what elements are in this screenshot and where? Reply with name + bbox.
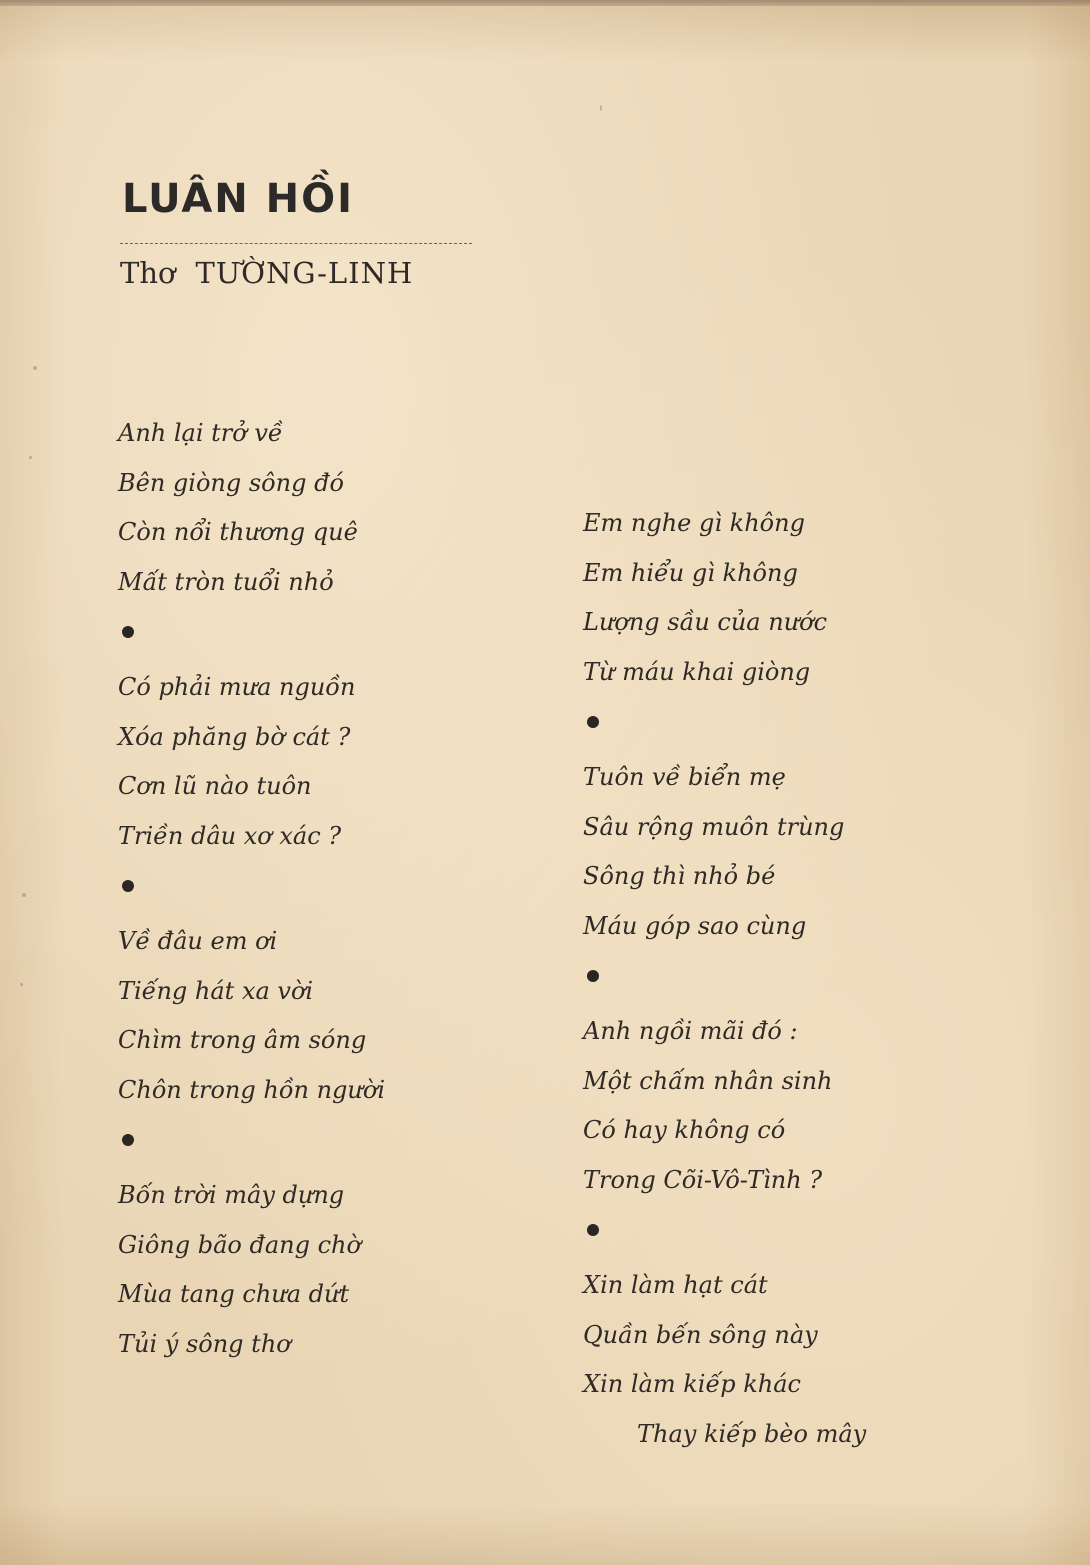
poem-column-right [583, 504, 903, 1464]
poem-column-left [118, 414, 418, 1374]
verse-line: Tiếng hát xa vời [118, 976, 314, 1005]
page-top-edge [0, 0, 1090, 6]
verse-line: Anh lại trở về [118, 419, 283, 447]
verse-line: Từ máu khai giòng [583, 657, 811, 686]
verse-line: Lượng sầu của nước [583, 608, 828, 636]
verse-line: Triền dâu xơ xác ? [118, 821, 342, 850]
verse-line: Xin làm hạt cát [583, 1271, 768, 1299]
stanza [118, 668, 418, 866]
bullet-dot-icon [587, 970, 599, 982]
poem-byline [120, 256, 413, 290]
verse-line: Một chấm nhân sinh [583, 1066, 833, 1095]
verse-line: Chôn trong hồn người [118, 1075, 385, 1104]
verse-line: Có hay không có [583, 1116, 786, 1144]
verse-line: Bốn trời mây dựng [118, 1181, 345, 1209]
verse-line: Chìm trong âm sóng [118, 1026, 367, 1054]
verse-line: Cơn lũ nào tuôn [118, 772, 312, 800]
verse-line: Tuôn về biển mẹ [583, 763, 786, 791]
paper-speck [600, 105, 602, 111]
verse-line: Bên giòng sông đó [118, 468, 344, 497]
verse-line: Em nghe gì không [583, 509, 805, 537]
verse-line: Sông thì nhỏ bé [583, 862, 776, 890]
verse-line: Mùa tang chưa dứt [118, 1280, 350, 1308]
verse-line: Sâu rộng muôn trùng [583, 812, 845, 841]
byline-author: TƯỜNG-LINH [195, 256, 414, 290]
stanza [118, 1176, 418, 1374]
stanza [118, 414, 418, 612]
bullet-dot-icon [122, 880, 134, 892]
verse-line: Tủi ý sông thơ [118, 1329, 291, 1358]
bullet-dot-icon [587, 716, 599, 728]
stanza [583, 504, 903, 702]
paper-speck [22, 893, 26, 897]
verse-line: Còn nổi thương quê [118, 518, 358, 546]
verse-line: Mất tròn tuổi nhỏ [118, 567, 334, 596]
verse-line: Xin làm kiếp khác [583, 1370, 801, 1398]
verse-line: Xóa phăng bờ cát ? [118, 722, 351, 751]
verse-line: Anh ngồi mãi đó : [583, 1017, 798, 1045]
verse-line: Giông bão đang chờ [118, 1230, 361, 1259]
stanza-separator [583, 1210, 903, 1266]
verse-line: Thay kiếp bèo mây [637, 1419, 867, 1448]
verse-line: Máu góp sao cùng [583, 911, 807, 940]
stanza [118, 922, 418, 1120]
verse-line: Trong Cõi-Vô-Tình ? [583, 1165, 823, 1194]
stanza [583, 1012, 903, 1210]
verse-line: Em hiểu gì không [583, 558, 798, 587]
stanza-separator [583, 956, 903, 1012]
byline-lead: Thơ [120, 256, 176, 290]
stanza-separator [118, 612, 418, 668]
stanza-separator [118, 866, 418, 922]
bullet-dot-icon [587, 1224, 599, 1236]
stanza-separator [583, 702, 903, 758]
verse-line: Có phải mưa nguồn [118, 673, 356, 701]
stanza [583, 758, 903, 956]
paper-speck [29, 456, 32, 459]
paper-speck [33, 366, 37, 370]
verse-line: Quần bến sông này [583, 1320, 818, 1349]
stanza-separator [118, 1120, 418, 1176]
stanza [583, 1266, 903, 1464]
verse-line: Về đâu em ơi [118, 927, 278, 955]
bullet-dot-icon [122, 626, 134, 638]
paper-speck [20, 983, 23, 986]
bullet-dot-icon [122, 1134, 134, 1146]
title-divider [120, 243, 472, 244]
poem-title: LUÂN HỒI [122, 176, 355, 222]
